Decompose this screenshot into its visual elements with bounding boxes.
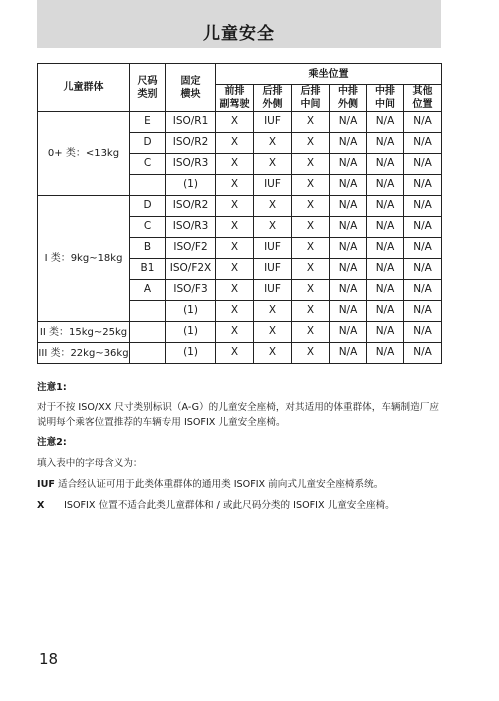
table-cell: (1)	[166, 301, 216, 322]
table-cell: X	[216, 154, 254, 175]
table-cell: X	[216, 217, 254, 238]
table-cell	[130, 343, 166, 364]
table-cell: N/A	[404, 259, 442, 280]
table-cell: N/A	[404, 301, 442, 322]
legend-x-text: ISOFIX 位置不适合此类儿童群体和 / 或此尺码分类的 ISOFIX 儿童安全座椅。	[64, 500, 395, 512]
header-child-group: 儿童群体	[38, 64, 130, 112]
table-cell: X	[292, 133, 330, 154]
table-cell: N/A	[404, 280, 442, 301]
table-cell: (1)	[166, 322, 216, 343]
table-cell: X	[254, 196, 292, 217]
table-cell: X	[254, 154, 292, 175]
table-cell: N/A	[367, 112, 404, 133]
header-position: 后排 外侧	[254, 85, 292, 112]
header-position: 前排 副驾驶	[216, 85, 254, 112]
table-cell: ISO/R3	[166, 217, 216, 238]
table-cell: ISO/R3	[166, 154, 216, 175]
table-cell: N/A	[330, 238, 367, 259]
table-cell: N/A	[330, 112, 367, 133]
table-cell: N/A	[330, 196, 367, 217]
table-cell: X	[254, 322, 292, 343]
table-cell: N/A	[367, 343, 404, 364]
table-cell: X	[292, 217, 330, 238]
table-cell: X	[216, 112, 254, 133]
table-cell: X	[292, 154, 330, 175]
table-cell: N/A	[404, 343, 442, 364]
header-position: 中排 外侧	[330, 85, 367, 112]
header-position: 中排 中间	[367, 85, 404, 112]
note2-title: 注意2:	[37, 437, 67, 449]
table-cell: ISO/F3	[166, 280, 216, 301]
table-cell: ISO/F2X	[166, 259, 216, 280]
table-cell: N/A	[404, 238, 442, 259]
table-row	[38, 196, 442, 217]
child-group-cell: II 类：15kg~25kg	[38, 322, 130, 343]
table-cell: X	[292, 301, 330, 322]
table-cell: X	[216, 259, 254, 280]
page-title: 儿童安全	[203, 23, 275, 44]
table-cell: N/A	[330, 217, 367, 238]
header-position: 其他 位置	[404, 85, 442, 112]
table-cell: N/A	[330, 259, 367, 280]
table-row	[38, 112, 442, 133]
table-cell: D	[130, 196, 166, 217]
table-cell: X	[292, 196, 330, 217]
legend-iuf	[37, 478, 447, 492]
table-cell: IUF	[254, 259, 292, 280]
legend-x-term: X	[37, 500, 45, 512]
table-cell: X	[292, 280, 330, 301]
table-cell: N/A	[367, 322, 404, 343]
table-cell: N/A	[367, 175, 404, 196]
table-cell: X	[216, 280, 254, 301]
child-group-cell: 0+ 类：<13kg	[38, 112, 130, 196]
legend-iuf-text: 适合经认证可用于此类体重群体的通用类 ISOFIX 前向式儿童安全座椅系统。	[57, 478, 384, 490]
table-cell: N/A	[367, 154, 404, 175]
table-cell: X	[292, 175, 330, 196]
page-number: 18	[39, 650, 59, 668]
table-cell: X	[292, 238, 330, 259]
table-cell: B1	[130, 259, 166, 280]
table-cell: N/A	[330, 301, 367, 322]
table-cell	[130, 175, 166, 196]
table-cell: ISO/R1	[166, 112, 216, 133]
table-cell: X	[292, 322, 330, 343]
table-cell: X	[292, 343, 330, 364]
table-cell: N/A	[404, 217, 442, 238]
table-cell: N/A	[404, 322, 442, 343]
table-cell: X	[216, 196, 254, 217]
note1-title: 注意1:	[37, 382, 67, 393]
table-cell: X	[292, 259, 330, 280]
table-cell: C	[130, 154, 166, 175]
table-cell: N/A	[367, 301, 404, 322]
table-cell: B	[130, 238, 166, 259]
table-cell: X	[216, 238, 254, 259]
child-group-cell: I 类：9kg~18kg	[38, 196, 130, 322]
table-cell: N/A	[367, 259, 404, 280]
table-cell: A	[130, 280, 166, 301]
table-cell: (1)	[166, 175, 216, 196]
isofix-position-table	[37, 63, 442, 364]
table-cell: N/A	[404, 196, 442, 217]
table-cell: N/A	[330, 154, 367, 175]
table-cell: X	[254, 217, 292, 238]
table-cell: N/A	[367, 217, 404, 238]
table-cell: N/A	[404, 154, 442, 175]
table-cell: N/A	[367, 133, 404, 154]
table-cell	[130, 301, 166, 322]
table-cell: X	[254, 301, 292, 322]
table-cell: E	[130, 112, 166, 133]
header-position: 后排 中间	[292, 85, 330, 112]
table-cell: N/A	[404, 112, 442, 133]
legend-iuf-term: IUF	[37, 478, 55, 490]
table-cell: (1)	[166, 343, 216, 364]
table-cell: D	[130, 133, 166, 154]
table-cell: X	[216, 301, 254, 322]
header-seating-positions: 乘坐位置	[216, 64, 442, 85]
table-cell: ISO/R2	[166, 196, 216, 217]
table-cell: N/A	[330, 322, 367, 343]
table-cell: IUF	[254, 238, 292, 259]
child-group-cell: III 类：22kg~36kg	[38, 343, 130, 364]
table-cell: N/A	[330, 175, 367, 196]
table-cell: X	[216, 343, 254, 364]
table-cell: ISO/F2	[166, 238, 216, 259]
page-header	[37, 0, 441, 48]
header-fixture: 固定 横块	[166, 64, 216, 112]
notes-section	[37, 381, 447, 514]
table-cell: IUF	[254, 112, 292, 133]
table-cell: N/A	[330, 280, 367, 301]
table-cell: ISO/R2	[166, 133, 216, 154]
table-cell: N/A	[404, 175, 442, 196]
table-cell: N/A	[367, 238, 404, 259]
table-cell: N/A	[330, 343, 367, 364]
table-cell: N/A	[367, 280, 404, 301]
table-cell: C	[130, 217, 166, 238]
table-cell: X	[292, 112, 330, 133]
note1-text: 对于不按 ISO/XX 尺寸类别标识（A-G）的儿童安全座椅，对其适用的体重群体，车辆制造厂应说明每个乘客位置推荐的车辆专用 ISOFIX 儿童安全座椅。	[37, 402, 439, 428]
table-row	[38, 322, 442, 343]
table-cell: X	[216, 322, 254, 343]
table-row	[38, 343, 442, 364]
table-cell: IUF	[254, 175, 292, 196]
table-cell	[130, 322, 166, 343]
table-cell: X	[254, 133, 292, 154]
table-cell: N/A	[404, 133, 442, 154]
table-cell: N/A	[367, 196, 404, 217]
table-cell: X	[254, 343, 292, 364]
table-cell: N/A	[330, 133, 367, 154]
table-cell: IUF	[254, 280, 292, 301]
table-cell: X	[216, 133, 254, 154]
table-cell: X	[216, 175, 254, 196]
note2-intro: 填入表中的字母含义为：	[37, 457, 143, 469]
header-size-class: 尺码 类别	[130, 64, 166, 112]
legend-x	[37, 499, 447, 513]
